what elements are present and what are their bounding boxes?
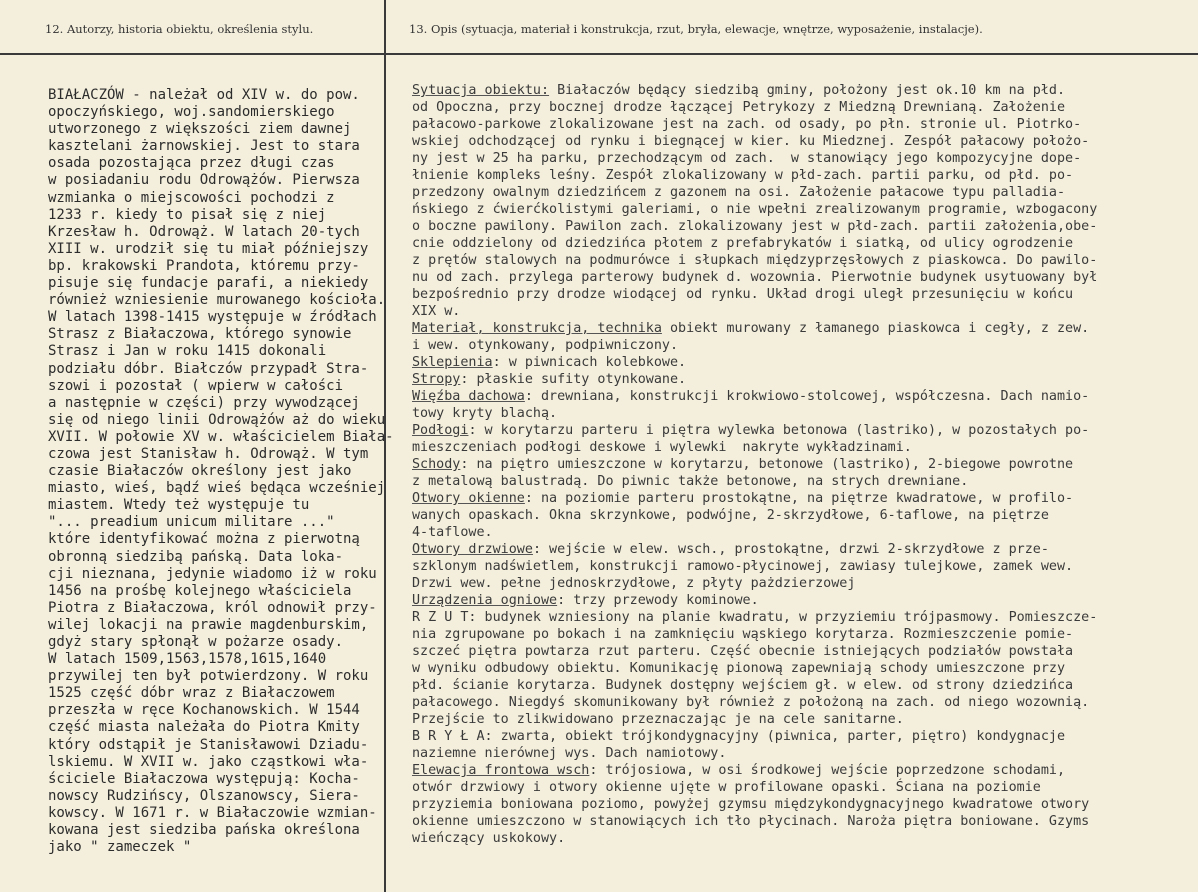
history-text-line: przywilej ten był potwierdzony. W roku [48, 668, 369, 685]
section-text: naziemne nierównej wys. Dach namiotowy. [412, 746, 727, 761]
history-text-line: obronną siedzibą pańską. Data loka- [48, 548, 344, 565]
description-text-line [412, 813, 1192, 830]
section-label: Więźba dachowa [412, 389, 525, 404]
section-text: z prętów stalowych na podmurówce i słupkach międzyprzęsłowych z piaskowca. Do pawilo- [412, 253, 1098, 268]
history-text-line: utworzonego z większości ziem dawnej [48, 121, 352, 138]
history-text-line: nowscy Rudzińscy, Olszanowscy, Siera- [48, 787, 360, 804]
description-text-line [412, 677, 1192, 694]
description-text-line [412, 354, 1192, 371]
description-text-line [412, 541, 1192, 558]
history-text-line: czasie Białaczów określony jest jako [48, 463, 352, 480]
section-label: Stropy [412, 372, 461, 387]
history-text-line: 1525 część dóbr wraz z Białaczowem [48, 685, 335, 702]
history-text-line: BIAŁACZÓW - należał od XIV w. do pow. [48, 87, 360, 103]
description-text-line [412, 269, 1192, 286]
section-label: Urządzenia ogniowe [412, 593, 558, 608]
section-text: pałacowo-parkowe zlokalizowane jest na zach. od osady, po płn. stronie ul. Piotrko- [412, 117, 1082, 132]
history-text-line: wzmianka o miejscowości pochodzi z [48, 189, 335, 206]
section-text: R Z U T: budynek wzniesiony na planie kwadratu, w przyziemiu trójpasmowy. Pomieszcze- [412, 610, 1098, 625]
description-text-line [412, 728, 1192, 745]
history-text-line: W latach 1398-1415 występuje w źródłach [48, 309, 377, 326]
section-text: szklonym nadświetlem, konstrukcji ramowo-płycinowej, zawiasy tulejkowe, zamek wew. [412, 559, 1074, 574]
description-text-line [412, 218, 1192, 235]
section-text: przedzony owalnym dziedzińcem z gazonem na osi. Założenie pałacowe typu palladia- [412, 185, 1066, 200]
description-text-line [412, 762, 1192, 779]
history-text-line: również wzniesienie murowanego kościoła. [48, 292, 386, 309]
section-text: Drzwi wew. pełne jednoskrzydłowe, z płyty pażdzierzowej [412, 576, 856, 591]
description-text-line [412, 490, 1192, 507]
section-text: wanych opaskach. Okna skrzynkowe, podwójne, 2-skrzydłowe, 6-taflowe, na piętrze [412, 508, 1049, 523]
history-text-line: osada pozostająca przez długi czas [48, 155, 335, 172]
description-text-line [412, 116, 1192, 133]
section-text: w wyniku odbudowy obiektu. Komunikację pionową zapewniają schody umieszczone przy [412, 661, 1066, 676]
section-text: otwór drzwiowy i otwory okienne ujęte w profilowane opaski. Ściana na poziomie [412, 780, 1041, 795]
history-text-line: Piotra z Białaczowa, król odnowił przy- [48, 599, 377, 616]
section-text: wieńczący uskokowy. [412, 831, 566, 846]
description-text-line [412, 473, 1192, 490]
section-label: Materiał, konstrukcja, technika [412, 321, 662, 336]
description-text-line [412, 82, 1192, 99]
section-label: Podłogi [412, 423, 469, 438]
history-text-line: szowi i pozostał ( wpierw w całości [48, 377, 344, 394]
history-text-line: jako " zameczek " [48, 839, 192, 856]
history-text-line: miastem. Wtedy też występuje tu [48, 497, 310, 514]
history-text-line: kasztelani żarnowskiej. Jest to stara [48, 138, 360, 155]
history-text-line: 1456 na prośbę kolejnego właściciela [48, 582, 352, 599]
section-text: XIX w. [412, 304, 461, 319]
description-text-line [412, 456, 1192, 473]
description-text-line [412, 524, 1192, 541]
section-text: : w korytarzu parteru i piętra wylewka betonowa (lastriko), w pozostałych po- [468, 423, 1090, 438]
section-text: nu od zach. przylega parterowy budynek d. wozownia. Pierwotnie budynek usytuowany był [412, 270, 1098, 285]
description-text-block [412, 82, 1192, 847]
history-text-line: się od niego linii Odrowążów aż do wieku [48, 411, 386, 428]
section-text: : drewniana, konstrukcji krokwiowo-stolcowej, współczesna. Dach namio- [524, 389, 1090, 404]
section-text: B R Y Ł A: zwarta, obiekt trójkondygnacyjny (piwnica, parter, piętro) kondygnacje [412, 729, 1066, 744]
description-text-line [412, 388, 1192, 405]
description-text-line [412, 779, 1192, 796]
section-text: ńskiego z ćwierćkolistymi galeriami, o nie wpełni zrealizowanym programie, wzbogacony [412, 202, 1098, 217]
section-text: Białaczów będący siedzibą gminy, położony jest ok.10 km na płd. [549, 83, 1066, 98]
section-text: nia zgrupowane po bokach i na zamknięciu wąskiego korytarza. Rozmieszczenie pomie- [412, 627, 1074, 642]
section-text: : w piwnicach kolebkowe. [492, 355, 687, 370]
section-label: Otwory drzwiowe [412, 542, 533, 557]
section-label: Elewacja frontowa wsch [412, 763, 590, 778]
history-text-line: Krzesław h. Odrowąż. W latach 20-tych [48, 223, 360, 240]
description-text-line [412, 592, 1192, 609]
description-text-line [412, 439, 1192, 456]
description-text-line [412, 507, 1192, 524]
section-text: towy kryty blachą. [412, 406, 558, 421]
section-text: od Opoczna, przy bocznej drodze łączącej Petrykozy z Miedzną Drewnianą. Założenie [412, 100, 1066, 115]
description-text-line [412, 320, 1192, 337]
history-text-line: XVII. W połowie XV w. właścicielem Biała- [48, 428, 394, 445]
history-text-line: XIII w. urodził się tu miał późniejszy [48, 240, 369, 257]
section-label: Sklepienia [412, 355, 493, 370]
history-text-line: ściciele Białaczowa występują: Kocha- [48, 770, 360, 787]
description-text-line [412, 626, 1192, 643]
description-text-line [412, 643, 1192, 660]
section-text: : na poziomie parteru prostokątne, na piętrze kwadratowe, w profilo- [524, 491, 1074, 506]
section-label: Schody [412, 457, 461, 472]
section-text: pałacowego. Niegdyś skomunikowany był również z położoną na zach. od niego wozownią. [412, 695, 1090, 710]
history-text-line: które identyfikować można z pierwotną [48, 531, 360, 548]
history-text-line: miasto, wieś, bądź wieś będąca wcześniej [48, 480, 386, 497]
history-text-line: część miasta należała do Piotra Kmity [48, 719, 360, 736]
section-text: cnie oddzielony od dziedzińca płotem z prefabrykatów i siatką, od ulicy ogrodzenie [412, 236, 1074, 251]
history-text-line: gdyż stary spłonął w pożarze osady. [48, 634, 344, 650]
section-text: : trójosiowa, w osi środkowej wejście poprzedzone schodami, [589, 763, 1066, 778]
description-text-line [412, 99, 1192, 116]
section-text: okienne umieszczono w stanowiących ich tło płycinach. Naroża piętra boniowane. Gzyms [412, 814, 1090, 829]
description-text-line [412, 235, 1192, 252]
section-text: 4-taflowe. [412, 525, 493, 540]
history-text-line: Strasz i Jan w roku 1415 dokonali [48, 343, 327, 360]
section-text: : płaskie sufity otynkowane. [460, 372, 687, 387]
section-text: mieszczeniach podłogi deskowe i wylewki nakryte wykładzinami. [412, 440, 912, 455]
section-text: szczeć piętra powtarza rzut parteru. Część obecnie istniejących podziałów powstała [412, 644, 1074, 659]
history-text-line: lskiemu. W XVII w. jako cząstkowi wła- [48, 753, 369, 770]
description-text-line [412, 371, 1192, 388]
header-divider [0, 53, 1198, 55]
section-text: z metalową balustradą. Do piwnic także betonowe, na strych drewniane. [412, 474, 969, 489]
section-label: Sytuacja obiektu: [412, 83, 550, 98]
history-text-line: cji nieznana, jedynie wiadomo iż w roku [48, 565, 377, 582]
history-text-line: czowa jest Stanisław h. Odrowąż. W tym [48, 445, 369, 462]
right-column-header: 13. Opis (sytuacja, materiał i konstrukcja, rzut, bryła, elewacje, wnętrze, wyposażenie, instalacje). [409, 22, 983, 36]
description-text-line [412, 660, 1192, 677]
description-text-line [412, 609, 1192, 626]
history-text-line: "... preadium unicum militare ..." [48, 514, 335, 531]
section-text: Przejście to zlikwidowano przeznaczając je na cele sanitarne. [412, 712, 904, 727]
section-text: obiekt murowany z łamanego piaskowca i cegły, z zew. [661, 321, 1090, 336]
description-text-line [412, 575, 1192, 592]
left-column-header: 12. Autorzy, historia obiektu, określenia stylu. [45, 22, 314, 36]
description-text-line [412, 694, 1192, 711]
history-text-line: opoczyńskiego, woj.sandomierskiego [48, 104, 335, 121]
history-text-line: pisuje się fundacje parafi, a niekiedy [48, 275, 369, 292]
history-text-line: przeszła w ręce Kochanowskich. W 1544 [48, 702, 360, 719]
description-text-line [412, 167, 1192, 184]
description-text-line [412, 337, 1192, 354]
section-text: i wew. otynkowany, podpiwniczony. [412, 338, 679, 353]
description-text-line [412, 745, 1192, 762]
description-text-line [412, 184, 1192, 201]
description-text-line [412, 201, 1192, 218]
section-text: : trzy przewody kominowe. [557, 593, 759, 608]
history-text-line: kowana jest siedziba pańska określona [48, 822, 360, 839]
description-text-line [412, 133, 1192, 150]
description-text-line [412, 150, 1192, 167]
description-text-line [412, 405, 1192, 422]
description-text-line [412, 796, 1192, 813]
history-text-line: kowscy. W 1671 r. w Białaczowie wzmian- [48, 804, 377, 821]
description-text-line [412, 422, 1192, 439]
section-label: Otwory okienne [412, 491, 525, 506]
section-text: przyziemia boniowana poziomo, powyżej gzymsu międzykondygnacyjnego kwadratowe otwory [412, 797, 1090, 812]
description-text-line [412, 252, 1192, 269]
history-text-line: 1233 r. kiedy to pisał się z niej [48, 206, 327, 223]
section-text: łnienie kompleks leśny. Zespół zlokalizowany w płd-zach. partii parku, od płd. po- [412, 168, 1074, 183]
description-text-line [412, 830, 1192, 847]
history-text-line: W latach 1509,1563,1578,1615,1640 [48, 651, 327, 668]
section-text: bezpośrednio przy drodze wiodącej od rynku. Układ drogi uległ przesunięciu w końcu [412, 287, 1074, 302]
section-text: wskiej odchodzącej od rynku i biegnącej w kier. ku Miedznej. Zespół pałacowy położo- [412, 134, 1090, 149]
history-text-block [48, 87, 394, 856]
section-text: : na piętro umieszczone w korytarzu, betonowe (lastriko), 2-biegowe powrotne [460, 457, 1074, 472]
history-text-line: bp. krakowski Prandota, któremu przy- [48, 257, 360, 274]
description-text-line [412, 711, 1192, 728]
description-text-line [412, 558, 1192, 575]
history-text-line: podziału dóbr. Białczów przypadł Stra- [48, 360, 369, 377]
history-text-line: wilej lokacji na prawie magdenburskim, [48, 616, 369, 633]
description-text-line [412, 303, 1192, 320]
section-text: : wejście w elew. wsch., prostokątne, drzwi 2-skrzydłowe z prze- [532, 542, 1049, 557]
history-text-line: w posiadaniu rodu Odrowążów. Pierwsza [48, 172, 360, 189]
section-text: o boczne pawilony. Pawilon zach. zlokalizowany jest w płd-zach. partii założenia,obe- [412, 219, 1098, 234]
section-text: ny jest w 25 ha parku, przechodzącym od zach. w stanowiący jego kompozycyjne dope- [412, 151, 1082, 166]
section-text: płd. ścianie korytarza. Budynek dostępny wejściem gł. w elew. od strony dziedzińca [412, 678, 1074, 693]
description-text-line [412, 286, 1192, 303]
history-text-line: Strasz z Białaczowa, którego synowie [48, 326, 352, 343]
history-text-line: który odstąpił je Stanisławowi Dziadu- [48, 736, 369, 753]
history-text-line: a następnie w części) przy wywodzącej [48, 394, 360, 411]
